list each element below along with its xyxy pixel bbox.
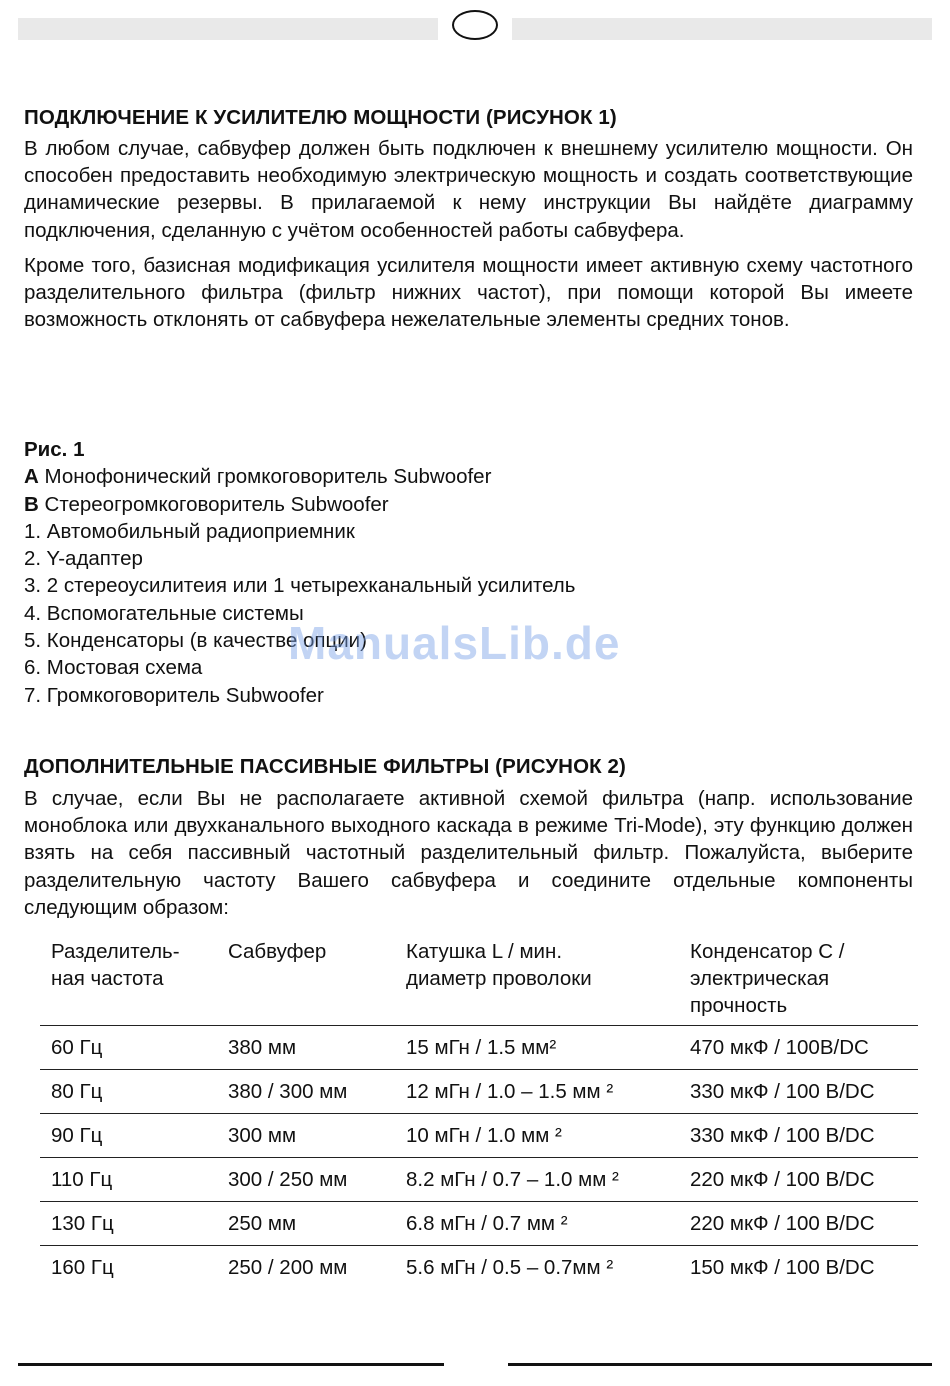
table-header-row (40, 934, 918, 1026)
legend-item: 3. 2 стереоусилитеия или 1 четырехканальный усилитель (24, 574, 576, 598)
cell-coil: 5.6 мГн / 0.5 – 0.7мм ² (395, 1246, 679, 1290)
cell-frequency: 110 Гц (40, 1158, 217, 1202)
cell-frequency: 90 Гц (40, 1114, 217, 1158)
header-bar-right (512, 18, 932, 40)
cell-capacitor: 220 мкФ / 100 В/DC (679, 1202, 918, 1246)
legend-item: 1. Автомобильный радиоприемник (24, 519, 355, 543)
section-amplifier-connection (24, 104, 913, 333)
cell-coil: 8.2 мГн / 0.7 – 1.0 мм ² (395, 1158, 679, 1202)
legend-item: 4. Вспомогательные системы (24, 601, 304, 625)
legend-item: B Стереогромкоговоритель Subwoofer (24, 492, 389, 516)
footer-rule-left (18, 1363, 444, 1366)
legend-item: 7. Громкоговоритель Subwoofer (24, 683, 324, 707)
cell-frequency: 80 Гц (40, 1070, 217, 1114)
table-row (40, 1114, 918, 1158)
paragraph: В любом случае, сабвуфер должен быть подключен к внешнему усилителю мощности. Он способен предоставить необходимую электрическую мощность и создать соответствующие динамические резервы. В прилагаемой к нему инструкции Вы найдёте диаграмму подключения, сделанную с учётом особенностей работы сабвуфера. (24, 137, 913, 242)
cell-frequency: 60 Гц (40, 1026, 217, 1070)
cell-frequency: 130 Гц (40, 1202, 217, 1246)
cell-frequency: 160 Гц (40, 1246, 217, 1290)
section-heading: ПОДКЛЮЧЕНИЕ К УСИЛИТЕЛЮ МОЩНОСТИ (РИСУНОК 1) (24, 106, 617, 129)
table-row (40, 1026, 918, 1070)
cell-coil: 6.8 мГн / 0.7 мм ² (395, 1202, 679, 1246)
table-row (40, 1158, 918, 1202)
table-row (40, 1202, 918, 1246)
cell-coil: 12 мГн / 1.0 – 1.5 мм ² (395, 1070, 679, 1114)
cell-capacitor: 330 мкФ / 100 В/DC (679, 1114, 918, 1158)
watermark: ManualsLib.de (288, 617, 621, 669)
cell-capacitor: 470 мкФ / 100В/DC (679, 1026, 918, 1070)
table-row (40, 1070, 918, 1114)
cell-capacitor: 150 мкФ / 100 В/DC (679, 1246, 918, 1290)
crossover-table (40, 934, 918, 1289)
table-row (40, 1246, 918, 1290)
cell-capacitor: 220 мкФ / 100 В/DC (679, 1158, 918, 1202)
header-subwoofer: Сабвуфер (228, 940, 327, 963)
cell-subwoofer: 380 мм (217, 1026, 395, 1070)
header-capacitor: Конденсатор C / электрическая прочность (690, 940, 845, 1017)
footer-rule-right (508, 1363, 932, 1366)
header-bar-left (18, 18, 438, 40)
legend-item: 5. Конденсаторы (в качестве опции) (24, 629, 367, 653)
paragraph: В случае, если Вы не располагаете активной схемой фильтра (напр. использование моноблока или двухканального выходного каскада в режиме Tri-Mode), эту функцию должен взять на себя пассивный частотный разделительный фильтр. Пожалуйста, выберите разделительную частоту Вашего сабвуфера и соедините отдельные компоненты следующим образом: (24, 787, 913, 919)
cell-subwoofer: 250 / 200 мм (217, 1246, 395, 1290)
page-number-oval (452, 10, 498, 40)
header-crossover-frequency: Разделитель- ная частота (51, 940, 180, 990)
section-passive-filters (24, 753, 913, 921)
cell-coil: 10 мГн / 1.0 мм ² (395, 1114, 679, 1158)
legend-item: A Монофонический громкоговоритель Subwoofer (24, 465, 492, 489)
cell-capacitor: 330 мкФ / 100 В/DC (679, 1070, 918, 1114)
paragraph: Кроме того, базисная модификация усилителя мощности имеет активную схему частотного разделительного фильтра (фильтр нижних частот), при помощи которой Вы имеете возможность отклонять от сабвуфера нежелательные элементы средних тонов. (24, 253, 913, 332)
figure-title: Рис. 1 (24, 438, 85, 461)
legend-item: 2. Y-адаптер (24, 547, 143, 571)
cell-subwoofer: 300 / 250 мм (217, 1158, 395, 1202)
cell-coil: 15 мГн / 1.5 мм² (395, 1026, 679, 1070)
header-coil: Катушка L / мин. диаметр проволоки (406, 940, 592, 990)
legend-item: 6. Мостовая схема (24, 656, 203, 680)
cell-subwoofer: 380 / 300 мм (217, 1070, 395, 1114)
cell-subwoofer: 250 мм (217, 1202, 395, 1246)
cell-subwoofer: 300 мм (217, 1114, 395, 1158)
section-heading: ДОПОЛНИТЕЛЬНЫЕ ПАССИВНЫЕ ФИЛЬТРЫ (РИСУНОК 2) (24, 755, 626, 778)
